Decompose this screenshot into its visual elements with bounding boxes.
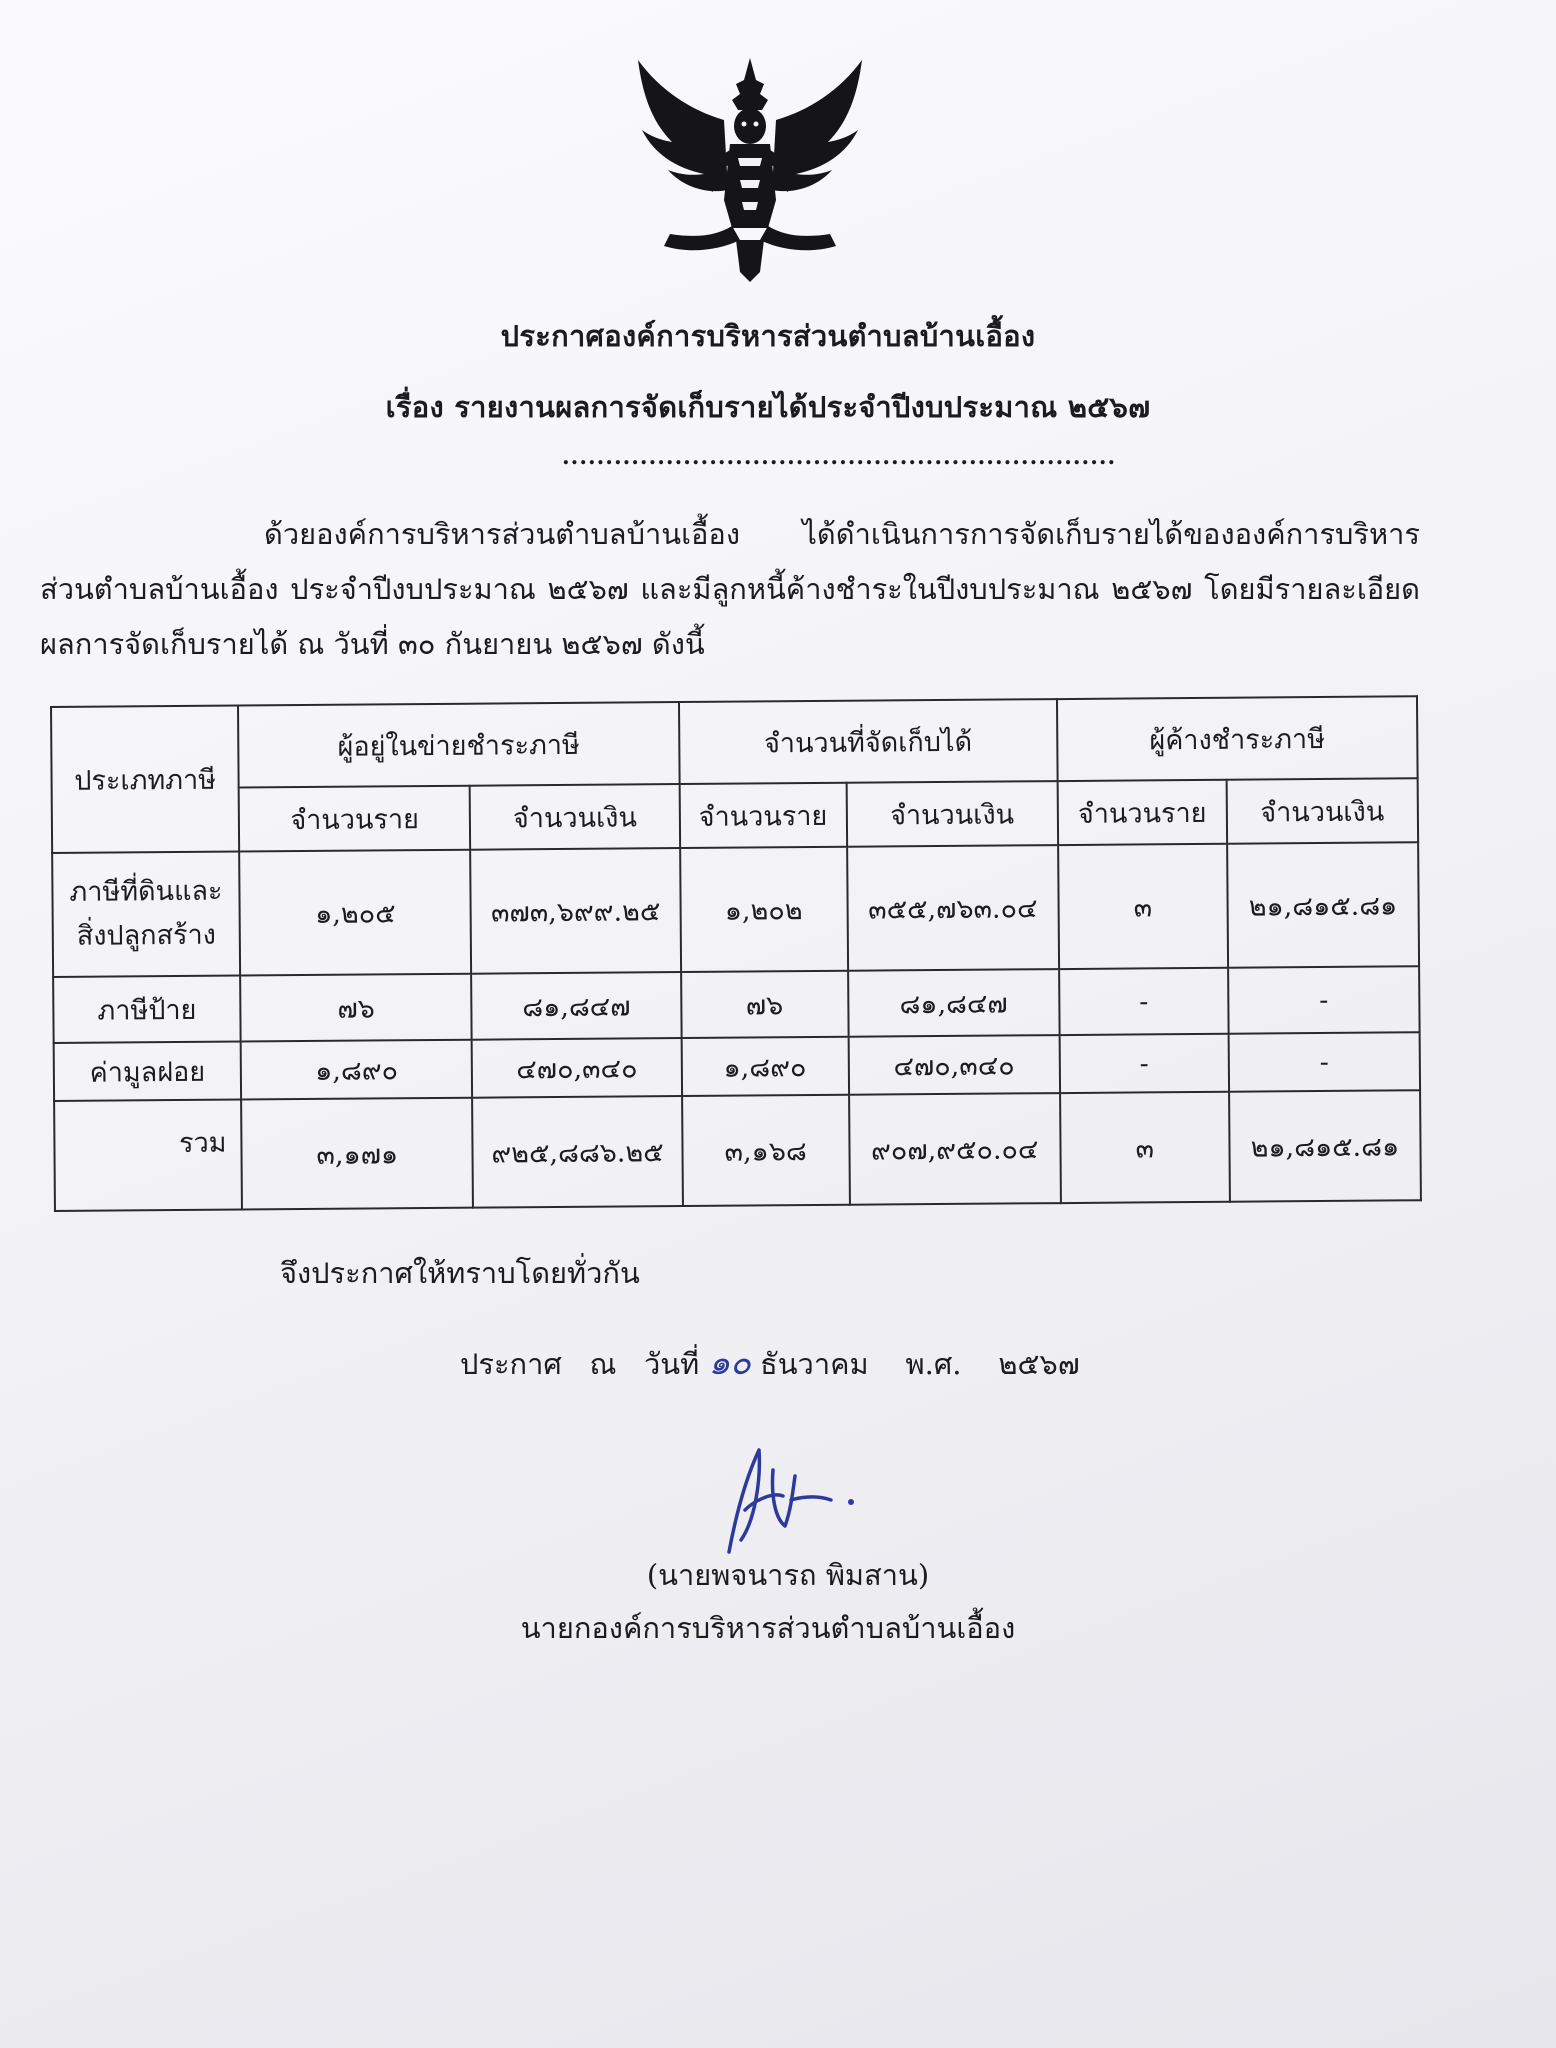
total-cell: ๓,๑๗๑ [241, 1098, 473, 1210]
revenue-table-container [50, 695, 1422, 1210]
sub-header-amount: จำนวนเงิน [1226, 778, 1418, 843]
tax-type-cell [52, 852, 240, 977]
table-cell: - [1228, 1032, 1420, 1091]
table-cell: ๘๑,๘๔๗ [472, 972, 682, 1040]
table-cell: ๔๗๐,๓๔๐ [848, 1035, 1060, 1095]
group-header-collected: จำนวนที่จัดเก็บได้ [679, 699, 1058, 784]
sub-header-count: จำนวนราย [1057, 780, 1226, 845]
table-total-row [54, 1090, 1421, 1211]
sub-header-amount: จำนวนเงิน [470, 784, 680, 850]
table-row [54, 1032, 1420, 1101]
table-cell: ๗๖ [240, 974, 472, 1042]
tax-type-line: ภาษีที่ดินและ [69, 875, 223, 908]
table-cell: ๑,๒๐๒ [680, 847, 848, 972]
group-header-taxpayers: ผู้อยู่ในข่ายชำระภาษี [238, 702, 679, 787]
group-header-outstanding: ผู้ค้างชำระภาษี [1057, 696, 1418, 781]
announcement-date [460, 1335, 1080, 1389]
table-cell: ๗๖ [681, 971, 848, 1038]
closing-statement: จึงประกาศให้ทราบโดยทั่วกัน [280, 1256, 640, 1290]
table-cell: - [1228, 966, 1420, 1033]
body-paragraph: ด้วยองค์การบริหารส่วนตำบลบ้านเอื้อง ได้ดำเนินการการจัดเก็บรายได้ขององค์การบริหารส่วนตำบลบ้านเอื้อง ประจำปีงบประมาณ ๒๕๖๗ และมีลูกหนี้ค้างชำระในปีงบประมาณ ๒๕๖๗ โดยมีรายละเอียดผลการจัดเก็บรายได้ ณ วันที่ ๓๐ กันยายน ๒๕๖๗ ดังนี้ [40, 517, 1420, 661]
total-cell: ๙๒๕,๘๘๖.๒๕ [473, 1096, 683, 1208]
tax-type-header: ประเภทภาษี [51, 706, 239, 853]
total-label: รวม [54, 1100, 242, 1211]
table-cell: ๓๗๓,๖๙๙.๒๕ [471, 848, 681, 974]
handwritten-signature-icon [715, 1440, 865, 1560]
table-cell: ๑,๘๙๐ [241, 1040, 473, 1100]
sub-header-count: จำนวนราย [679, 783, 846, 848]
table-cell: ๓ [1058, 844, 1228, 969]
total-cell: ๒๑,๘๑๕.๘๑ [1229, 1090, 1421, 1201]
total-cell: ๙๐๗,๙๕๐.๐๔ [849, 1093, 1061, 1205]
signer-position: นายกองค์การบริหารส่วนตำบลบ้านเอื้อง [520, 1611, 1016, 1645]
tax-type-cell: ค่ามูลฝอย [54, 1042, 242, 1101]
table-cell: ๑,๘๙๐ [681, 1037, 848, 1096]
table-cell: - [1059, 968, 1228, 1035]
tax-type-cell: ภาษีป้าย [53, 976, 241, 1043]
date-prefix: ประกาศ ณ วันที่ [460, 1347, 709, 1381]
handwritten-day: ๑๐ [708, 1343, 751, 1383]
table-cell: ๓๕๕,๗๖๓.๐๔ [847, 845, 1059, 971]
table-cell: ๘๑,๘๔๗ [848, 969, 1060, 1037]
total-cell: ๓,๑๖๘ [682, 1095, 850, 1206]
date-suffix: ธันวาคม พ.ศ. ๒๕๖๗ [750, 1347, 1080, 1381]
table-subheader-row [52, 778, 1418, 853]
tax-type-line: สิ่งปลูกสร้าง [76, 919, 216, 952]
revenue-table [50, 695, 1422, 1212]
table-header-row [51, 696, 1418, 789]
signer-name: (นายพจนารถ พิมสาน) [646, 1558, 930, 1592]
sub-header-count: จำนวนราย [239, 786, 471, 852]
garuda-emblem-icon [620, 50, 880, 285]
sub-header-amount: จำนวนเงิน [846, 781, 1058, 847]
total-cell: ๓ [1060, 1092, 1230, 1203]
table-row [52, 842, 1419, 977]
announcement-title: ประกาศองค์การบริหารส่วนตำบลบ้านเอื้อง [500, 319, 1036, 353]
table-row [53, 966, 1419, 1043]
table-cell: ๔๗๐,๓๔๐ [472, 1038, 682, 1098]
table-cell: ๒๑,๘๑๕.๘๑ [1227, 842, 1419, 967]
table-cell: - [1059, 1034, 1228, 1093]
announcement-subject: เรื่อง รายงานผลการจัดเก็บรายได้ประจำปีงบประมาณ ๒๕๖๗ [385, 390, 1151, 424]
dotted-separator: ................................................................ [562, 444, 1117, 470]
table-cell: ๑,๒๐๕ [239, 850, 471, 976]
